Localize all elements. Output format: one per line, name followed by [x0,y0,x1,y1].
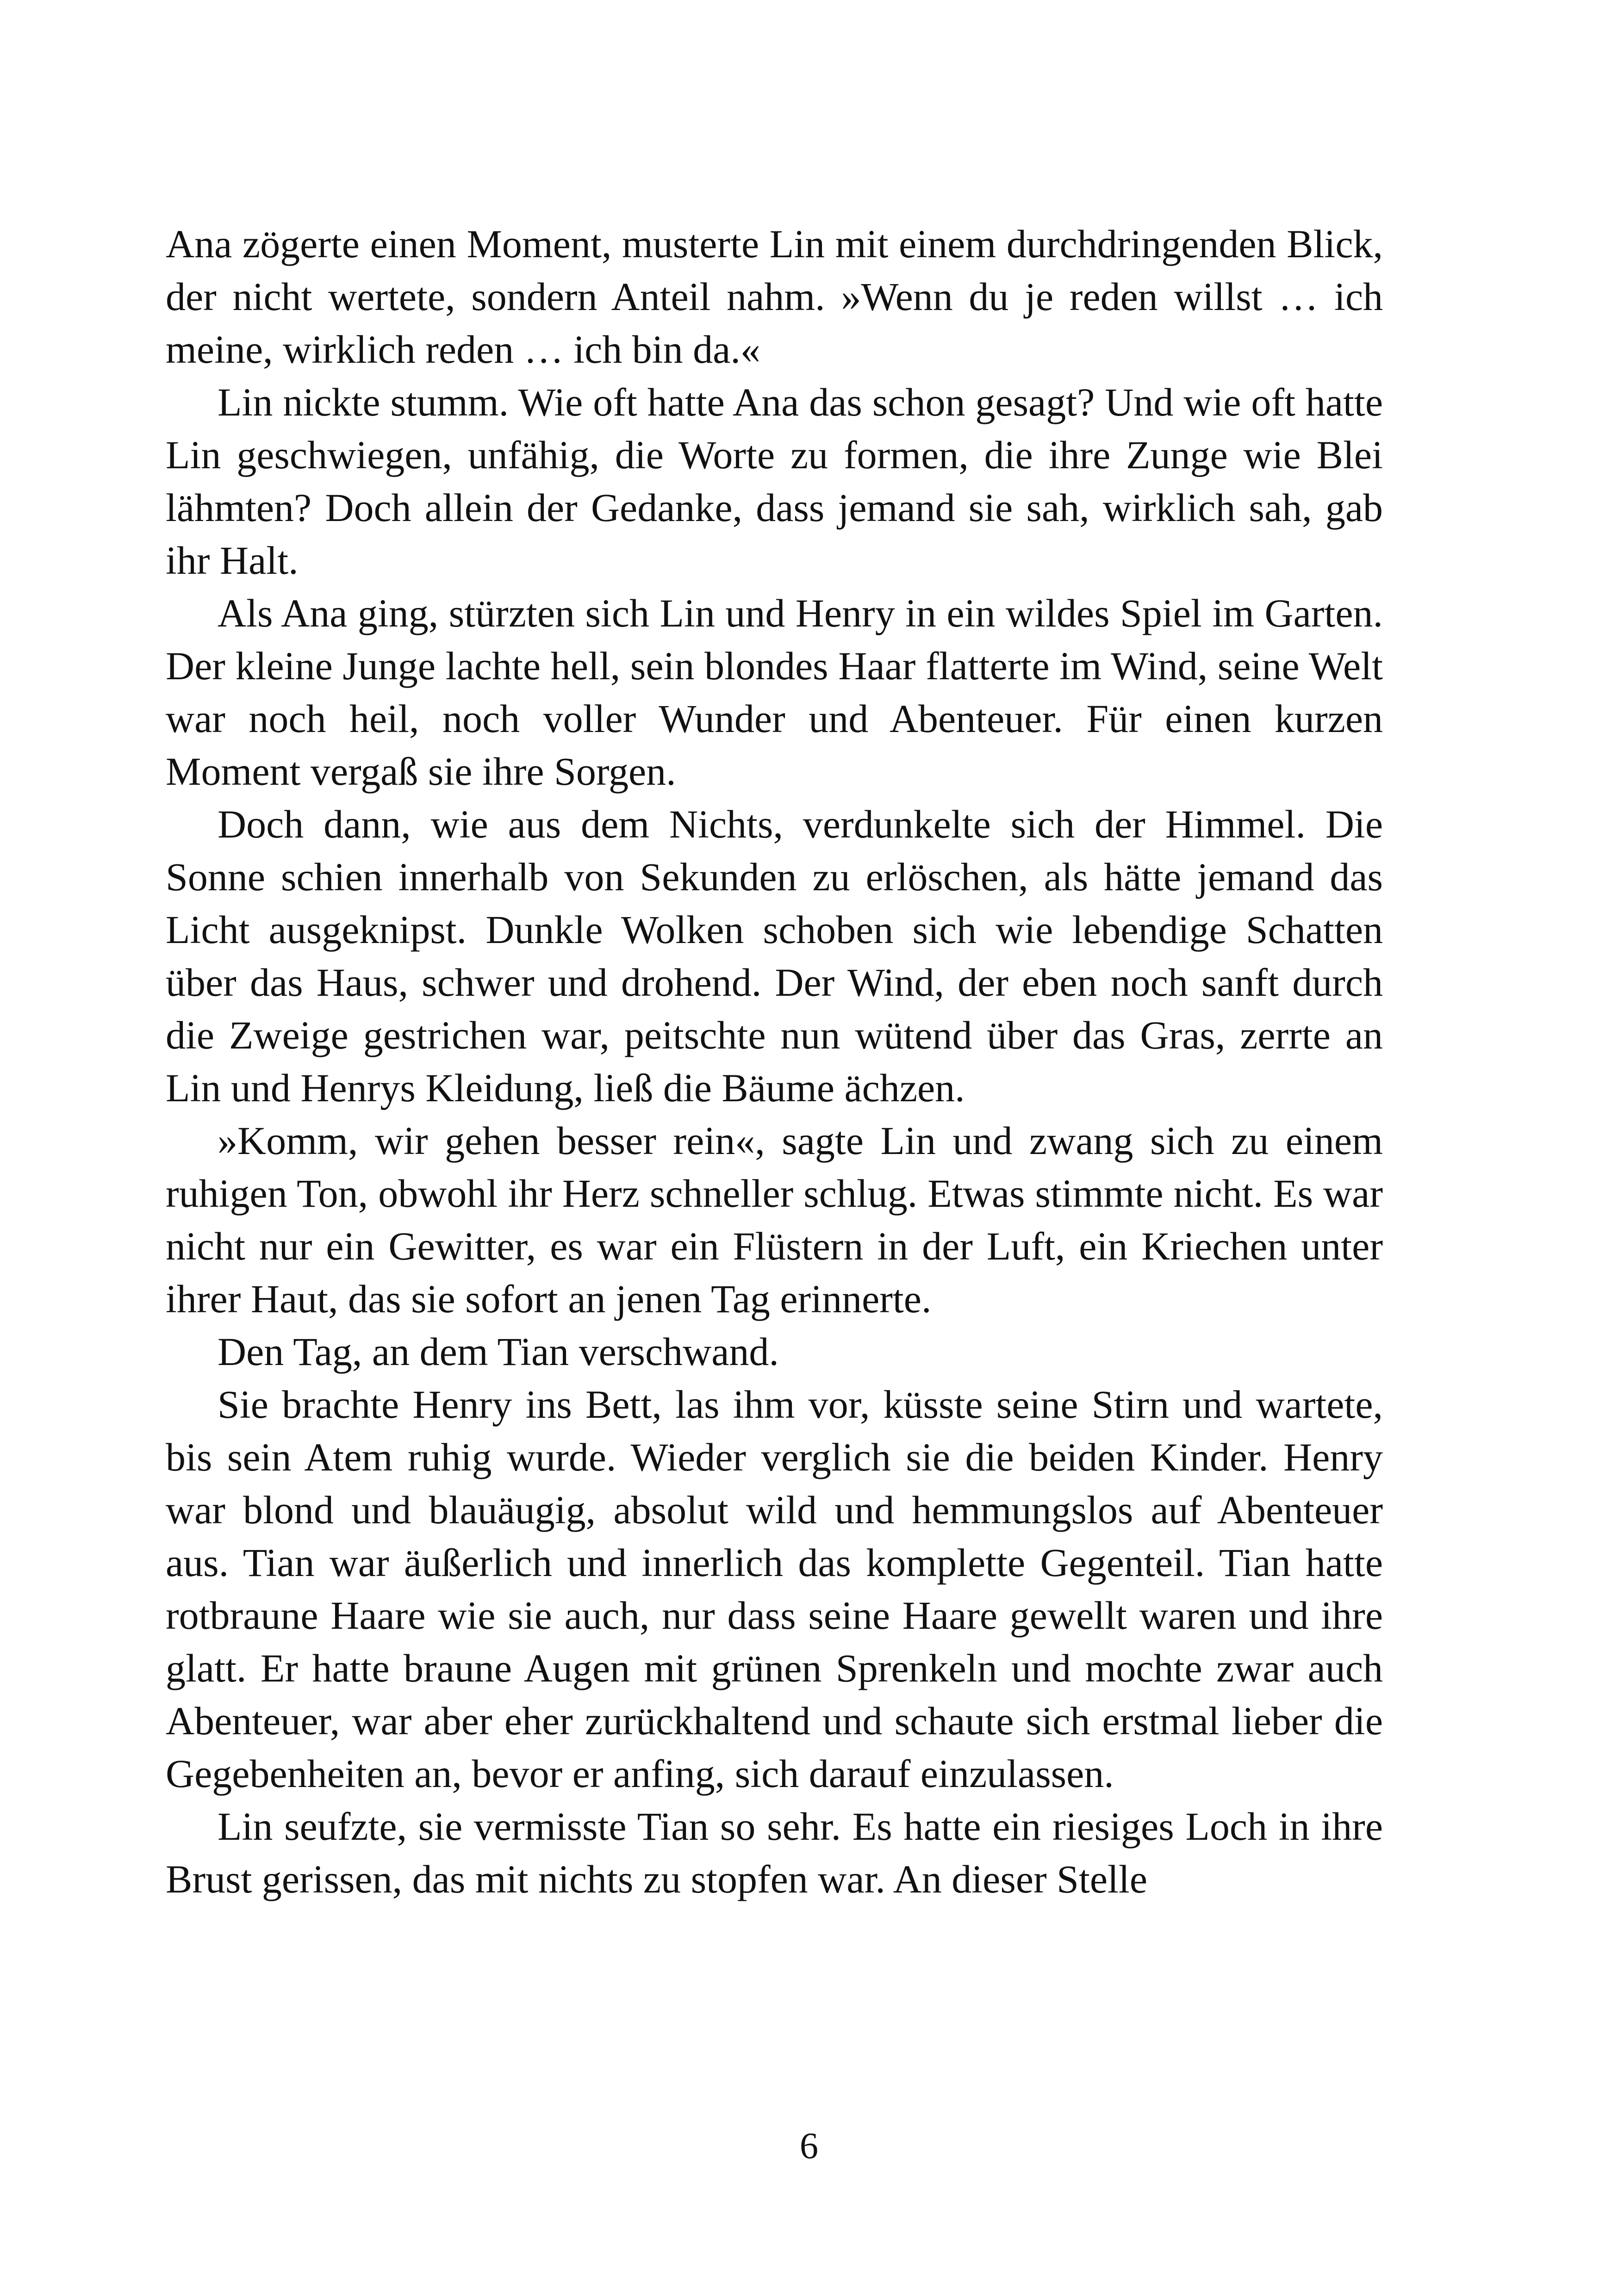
paragraph-5: »Komm, wir gehen besser rein«, sagte Lin und zwang sich zu einem ruhigen Ton, obwohl ihr Herz schneller schlug. Etwas stimmte nicht. Es war nicht nur ein Gewitter, es war ein Flüstern in der Luft, ein Kriechen unter ihrer Haut, das sie sofort an jenen Tag erinnerte. [166,1118,1383,1321]
paragraph-3: Als Ana ging, stürzten sich Lin und Henry in ein wildes Spiel im Garten. Der kleine Junge lachte hell, sein blondes Haar flatterte im Wind, seine Welt war noch heil, noch voller Wunder und Abenteuer. Für einen kurzen Moment vergaß sie ihre Sorgen. [166,591,1383,794]
paragraph-1: Ana zögerte einen Moment, musterte Lin mit einem durchdringenden Blick, der nicht wertete, sondern Anteil nahm. »Wenn du je reden willst … ich meine, wirklich reden … ich bin da.« [166,222,1383,372]
paragraph-6: Den Tag, an dem Tian verschwand. [218,1329,779,1374]
body-text [166,217,1383,1905]
page-number: 6 [800,2126,818,2166]
paragraph-8: Lin seufzte, sie vermisste Tian so sehr. Es hatte ein riesiges Loch in ihre Brust gerissen, das mit nichts zu stopfen war. An dieser Stelle [166,1804,1383,1901]
paragraph-4: Doch dann, wie aus dem Nichts, verdunkelte sich der Himmel. Die Sonne schien innerhalb von Sekunden zu erlöschen, als hätte jemand das Licht ausgeknipst. Dunkle Wolken schoben sich wie lebendige Schatten über das Haus, schwer und drohend. Der Wind, der eben noch sanft durch die Zweige gestrichen war, peitschte nun wütend über das Gras, zerrte an Lin und Henrys Kleidung, ließ die Bäume ächzen. [166,802,1383,1110]
paragraph-7: Sie brachte Henry ins Bett, las ihm vor, küsste seine Stirn und wartete, bis sein Atem ruhig wurde. Wieder verglich sie die beiden Kinder. Henry war blond und blauäugig, absolut wild und hemmungslos auf Abenteuer aus. Tian war äußerlich und innerlich das komplette Gegenteil. Tian hatte rotbraune Haare wie sie auch, nur dass seine Haare gewellt waren und ihre glatt. Er hatte braune Augen mit grünen Sprenkeln und mochte zwar auch Abenteuer, war aber eher zurückhaltend und schaute sich erstmal lieber die Gegebenheiten an, bevor er anfing, sich darauf einzulassen. [166,1382,1383,1796]
paragraph-2: Lin nickte stumm. Wie oft hatte Ana das schon gesagt? Und wie oft hatte Lin geschwiegen, unfähig, die Worte zu formen, die ihre Zunge wie Blei lähmten? Doch allein der Gedanke, dass jemand sie sah, wirklich sah, gab ihr Halt. [166,380,1383,583]
